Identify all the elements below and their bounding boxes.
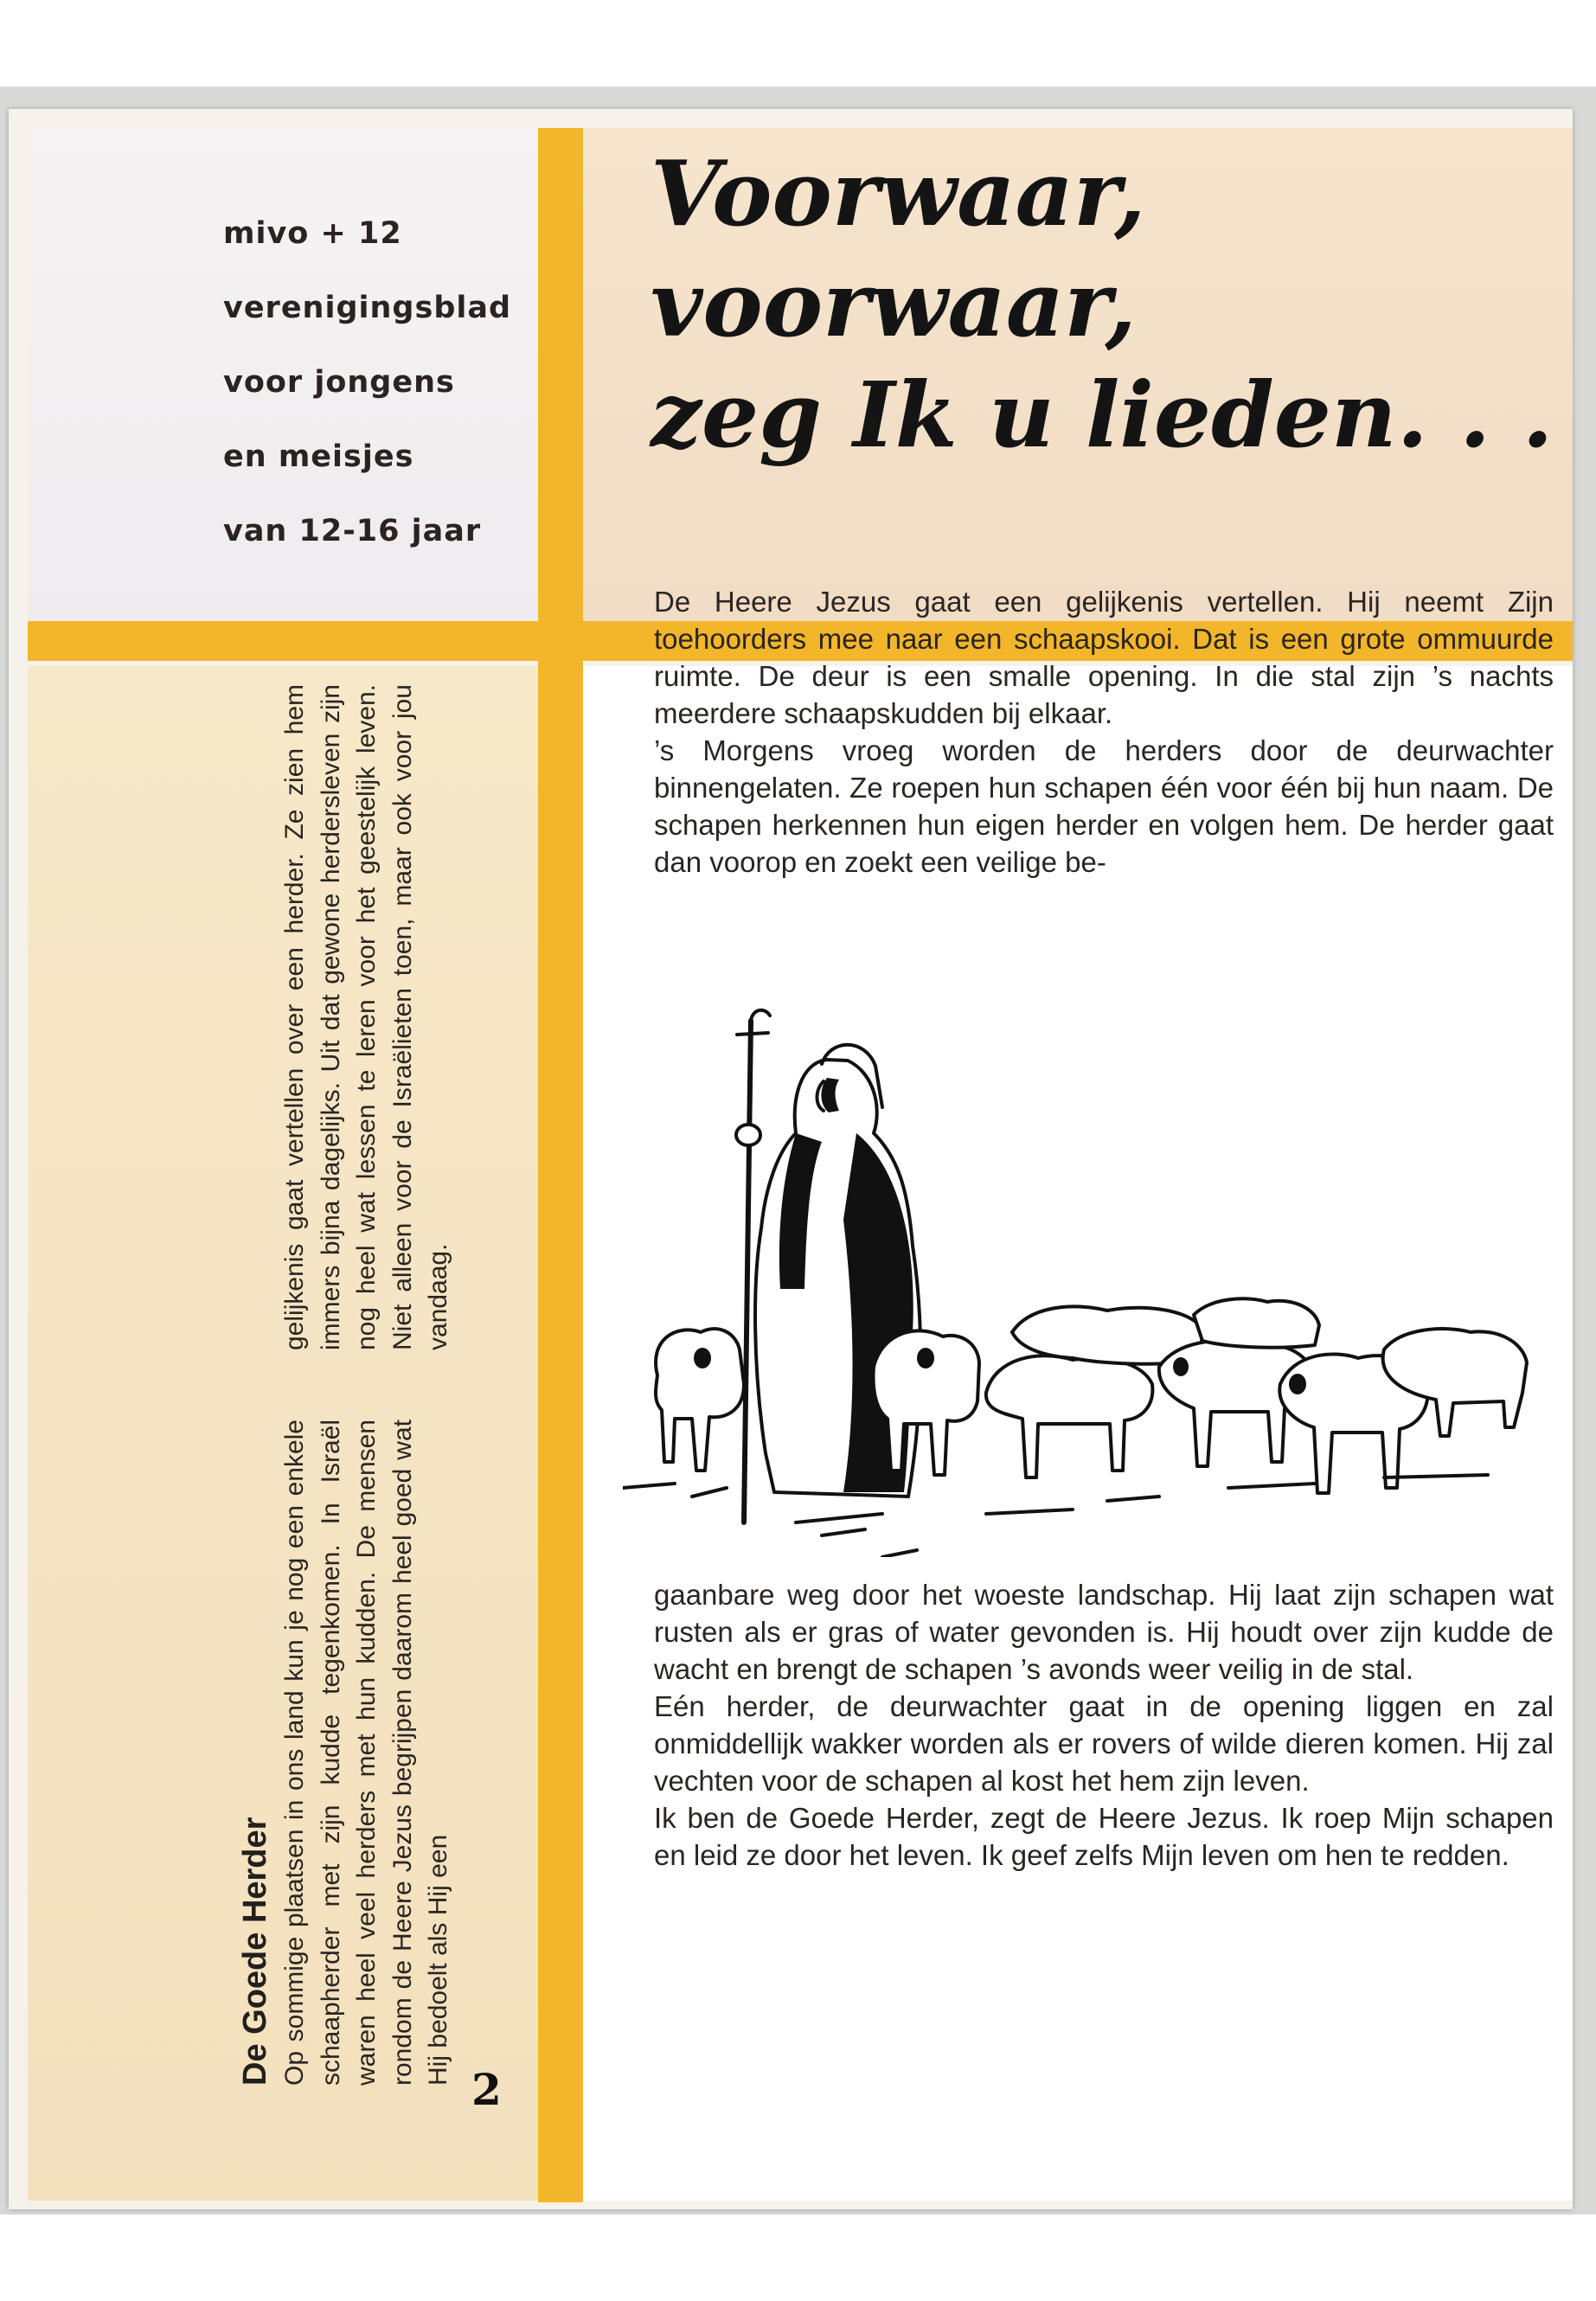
title-line-2: zeg Ik u lieden. . .: [651, 362, 1554, 468]
paragraph: De Heere Jezus gaat een gelijkenis vertellen. Hij neemt Zijn toehoorders mee naar een schaapskooi. Dat is een grote ommuurde ruimte. De deur is een smalle opening. In die stal zijn ’s nachts meerdere schaapskudden bij elkaar.: [654, 586, 1554, 729]
sidebar-heading: De Goede Herder: [237, 1817, 273, 2086]
masthead-line-3: voor jongens: [223, 365, 455, 400]
masthead-line-5: van 12-16 jaar: [223, 514, 482, 548]
title-line-1: Voorwaar, voorwaar,: [651, 140, 1146, 357]
paragraph: ’s Morgens vroeg worden de herders door de deurwachter binnengelaten. Ze roepen hun schapen één voor één bij hun naam. De schapen herkennen hun eigen herder en volgen hem. De herder gaat dan voorop en zoekt een veilige be-: [654, 734, 1554, 878]
masthead-line-2: verenigingsblad: [223, 291, 512, 325]
sidebar-column-1: Op sommige plaatsen in ons land kun je nog een enkele schaapherder met zijn kudde tegenkomen. In Israël waren heel veel herders met hun kudden. De mensen rondom de Heere Jezus begrijpen daarom heel goed wat Hij bedoelt als Hij een: [280, 1420, 452, 2086]
page-number: 2: [471, 2064, 502, 2115]
paragraph: gaanbare weg door het woeste landschap. Hij laat zijn schapen wat rusten als er gras of water gevonden is. Hij houdt over zijn kudde de wacht en brengt de schapen ’s avonds weer veilig in de stal.: [654, 1579, 1554, 1685]
paragraph: Ik ben de Goede Herder, zegt de Heere Jezus. Ik roep Mijn schapen en leid ze door het leven. Ik geef zelfs Mijn leven om hen te redden.: [654, 1802, 1554, 1871]
sidebar-column-2: gelijkenis gaat vertellen over een herder. Ze zien hem immers bijna dagelijks. Uit dat gewone herdersleven zijn nog heel wat lessen te leren voor het geestelijk leven. Niet alleen voor de Israëlieten toen, maar ook voor jou vandaag.: [280, 684, 452, 1350]
sidebar-columns: [277, 684, 457, 2086]
masthead-line-4: en meisjes: [223, 439, 414, 474]
page-title: [651, 138, 1559, 471]
paragraph: Eén herder, de deurwachter gaat in de opening liggen en zal onmiddellijk wakker worden als er rovers of wilde dieren komen. Hij zal vechten voor de schapen al kost het hem zijn leven.: [654, 1690, 1554, 1797]
masthead-line-1: mivo + 12: [223, 216, 402, 251]
sidebar-article: [234, 684, 856, 2086]
